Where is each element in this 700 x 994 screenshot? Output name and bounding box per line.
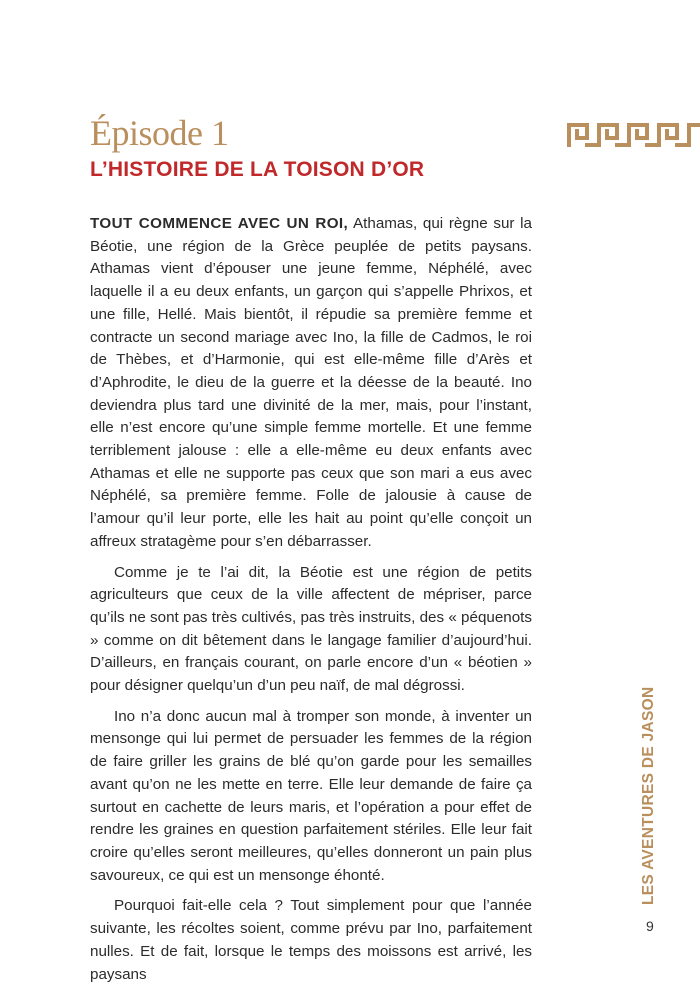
paragraph-4: Pourquoi fait-elle cela ? Tout simplement pour que l’année suivante, les récoltes soient, comme prévu par Ino, parfaitement nulles. Et de fait, lorsque le temps des moissons est arrivé, les paysans <box>90 897 532 983</box>
page-number: 9 <box>646 918 654 934</box>
greek-key-ornament-icon <box>567 123 700 147</box>
paragraph-2: Comme je te l’ai dit, la Béotie est une région de petits agriculteurs que ceux de la ville affectent de mépriser, parce qu’ils ne sont pas très cultivés, pas très instruits, des « péquenots » comme on dit bêtement dans le langage familier d’aujourd’hui. D’ailleurs, en français courant, on parle encore d’un « béotien » pour désigner quelqu’un d’un peu naïf, de mal dégrossi. <box>90 563 532 695</box>
lead-in: TOUT COMMENCE AVEC UN ROI, <box>90 215 349 232</box>
episode-heading: Épisode 1 <box>90 113 229 153</box>
chapter-title: L’HISTOIRE DE LA TOISON D’OR <box>90 158 425 181</box>
body-text <box>90 213 532 994</box>
running-title: LES AVENTURES DE JASON <box>640 686 657 905</box>
paragraph-1-text: Athamas, qui règne sur la Béotie, une région de la Grèce peuplée de petits paysans. Athamas vient d’épouser une jeune femme, Néphélé, avec laquelle il a eu deux enfants, un garçon qui s’appelle Phrixos, et une fille, Hellé. Mais bientôt, il répudie sa première femme et contracte un second mariage avec Ino, la fille de Cadmos, le roi de Thèbes, et d’Harmonie, qui est elle-même fille d’Arès et d’Aphrodite, le dieu de la guerre et la déesse de la beauté. Ino deviendra plus tard une divinité de la mer, mais, pour l’instant, elle n’est encore qu’une simple femme mortelle. Et une femme terriblement jalouse : elle a elle-même eu deux enfants avec Athamas et elle ne supporte pas ceux que son mari a eus avec Néphélé, sa première femme. Folle de jalousie à cause de l’amour qu’il leur porte, elle les hait au point qu’elle conçoit un affreux stratagème pour s’en débarrasser. <box>90 215 533 550</box>
paragraph-1 <box>90 213 532 554</box>
paragraph-3: Ino n’a donc aucun mal à tromper son monde, à inventer un mensonge qui lui permet de persuader les femmes de la région de faire griller les grains de blé qu’on garde pour les semailles avant qu’on ne les mette en terre. Elle leur demande de faire ça surtout en cachette de leurs maris, et l’opération a pour effet de rendre les graines en question parfaitement stériles. Elle leur fait croire qu’elles seront meilleures, qu’elles donneront un pain plus savoureux, ce qui est un mensonge éhonté. <box>90 707 532 884</box>
